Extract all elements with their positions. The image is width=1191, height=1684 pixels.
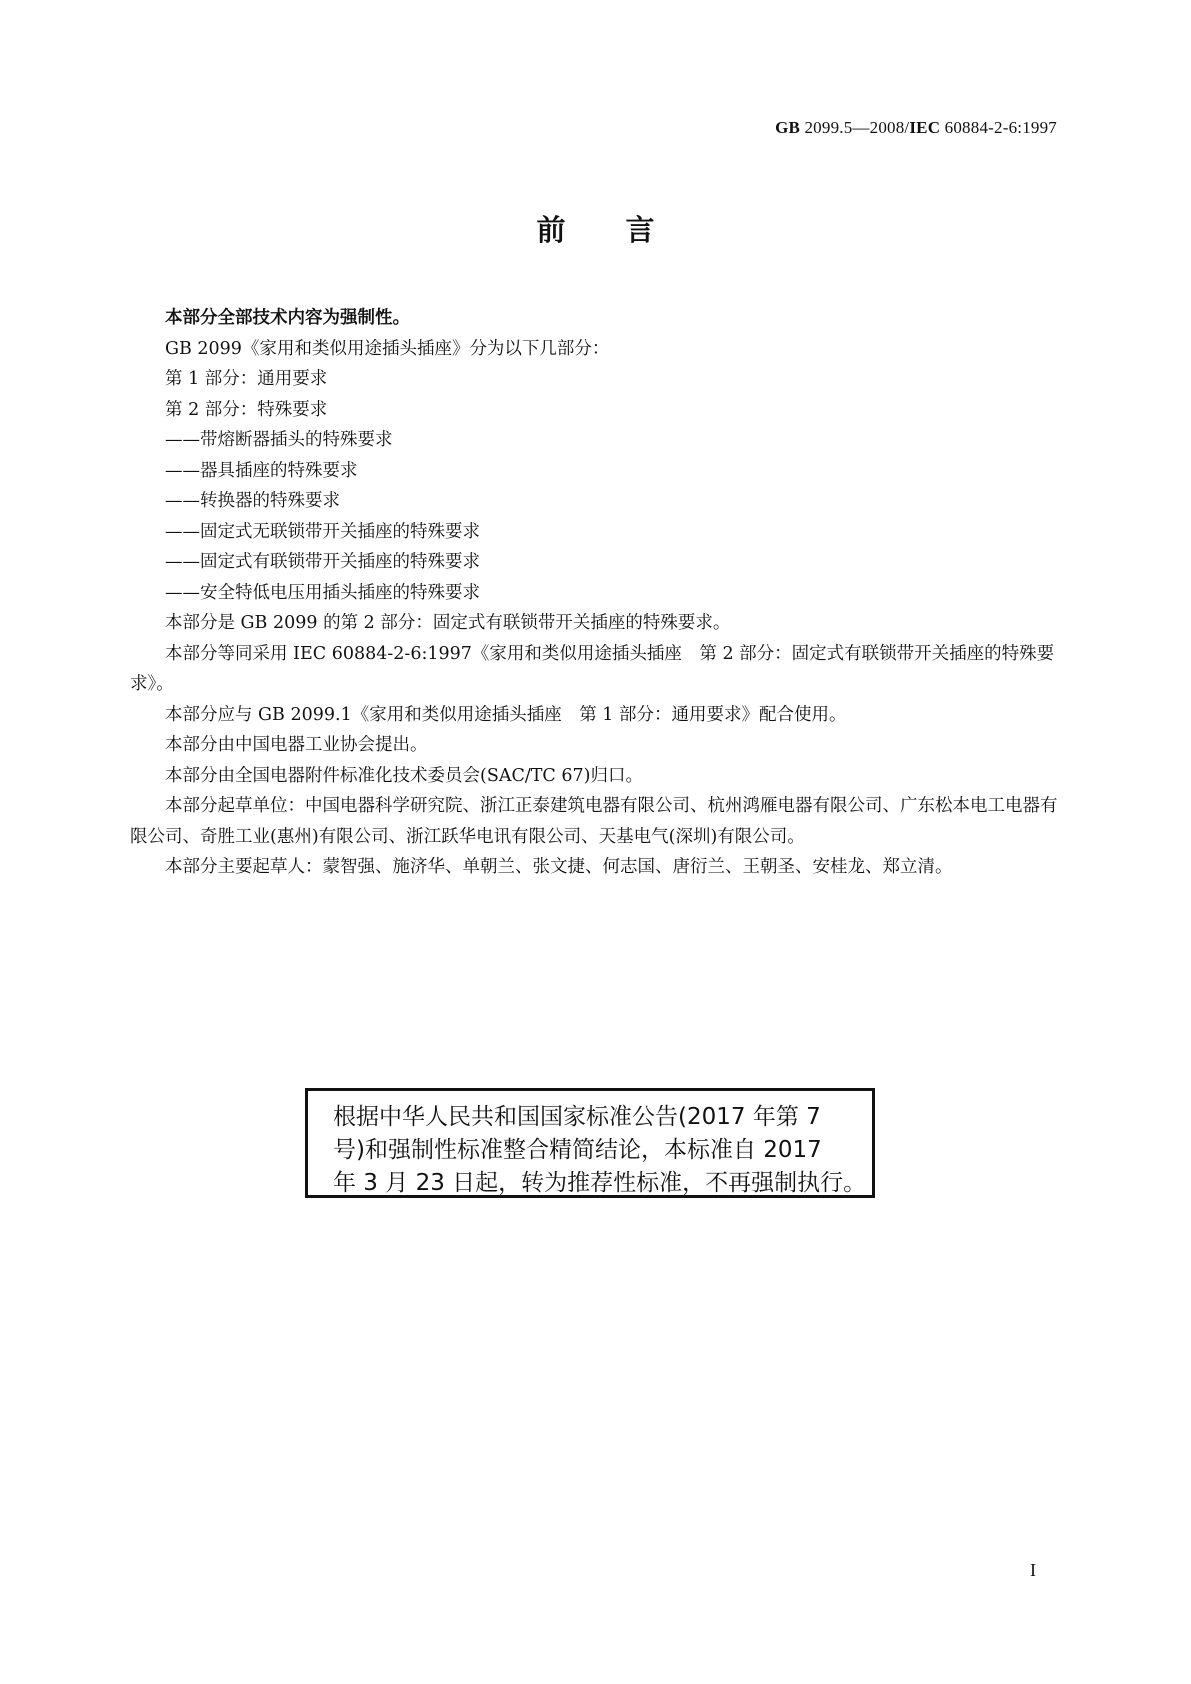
standard-code-iec-number: 60884-2-6:1997 [940,118,1057,137]
standard-code-iec: IEC [909,118,941,137]
foreword-body [130,303,1065,883]
page-number: I [1030,1560,1036,1580]
paragraph: 本部分主要起草人：蒙智强、施济华、单朝兰、张文捷、何志国、唐衍兰、王朝圣、安桂龙、郑立清。 [165,857,953,877]
standard-code-number: 2099.5—2008/ [800,118,910,137]
notice-box [305,1088,875,1198]
paragraph: 本部分由全国电器附件标准化技术委员会(SAC/TC 67)归口。 [165,765,643,786]
list-item: ——安全特低电压用插头插座的特殊要求 [165,582,480,603]
notice-line: 根据中华人民共和国国家标准公告(2017 年第 7 [333,1104,821,1130]
paragraph: GB 2099《家用和类似用途插头插座》分为以下几部分： [165,338,610,359]
list-item: ——固定式有联锁带开关插座的特殊要求 [165,552,480,572]
notice-line: 号)和强制性标准整合精简结论，本标准自 2017 [333,1137,822,1163]
list-item: 第 1 部分：通用要求 [165,369,328,389]
list-item: ——带熔断器插头的特殊要求 [165,430,393,450]
mandatory-statement: 本部分全部技术内容为强制性。 [165,308,410,328]
paragraph: 本部分由中国电器工业协会提出。 [165,735,428,755]
standard-code [775,118,1057,138]
standard-code-prefix: GB [775,118,801,137]
list-item: ——固定式无联锁带开关插座的特殊要求 [165,521,480,542]
paragraph: 本部分起草单位：中国电器科学研究院、浙江正泰建筑电器有限公司、杭州鸿雁电器有限公司、广东松本电工电器有限公司、奇胜工业(惠州)有限公司、浙江跃华电讯有限公司、天基电气(深圳)有限公司。 [130,796,1058,847]
list-item: ——器具插座的特殊要求 [165,460,358,481]
paragraph: 本部分等同采用 IEC 60884-2-6:1997《家用和类似用途插头插座 第 2 部分：固定式有联锁带开关插座的特殊要求》。 [130,643,1055,694]
notice-line: 年 3 月 23 日起，转为推荐性标准，不再强制执行。 [333,1170,867,1196]
list-item: 第 2 部分：特殊要求 [165,399,328,420]
list-item: ——转换器的特殊要求 [165,491,340,511]
page-title: 前言 [536,213,715,247]
paragraph: 本部分是 GB 2099 的第 2 部分：固定式有联锁带开关插座的特殊要求。 [165,613,731,633]
paragraph: 本部分应与 GB 2099.1《家用和类似用途插头插座 第 1 部分：通用要求》配合使用。 [165,704,847,725]
